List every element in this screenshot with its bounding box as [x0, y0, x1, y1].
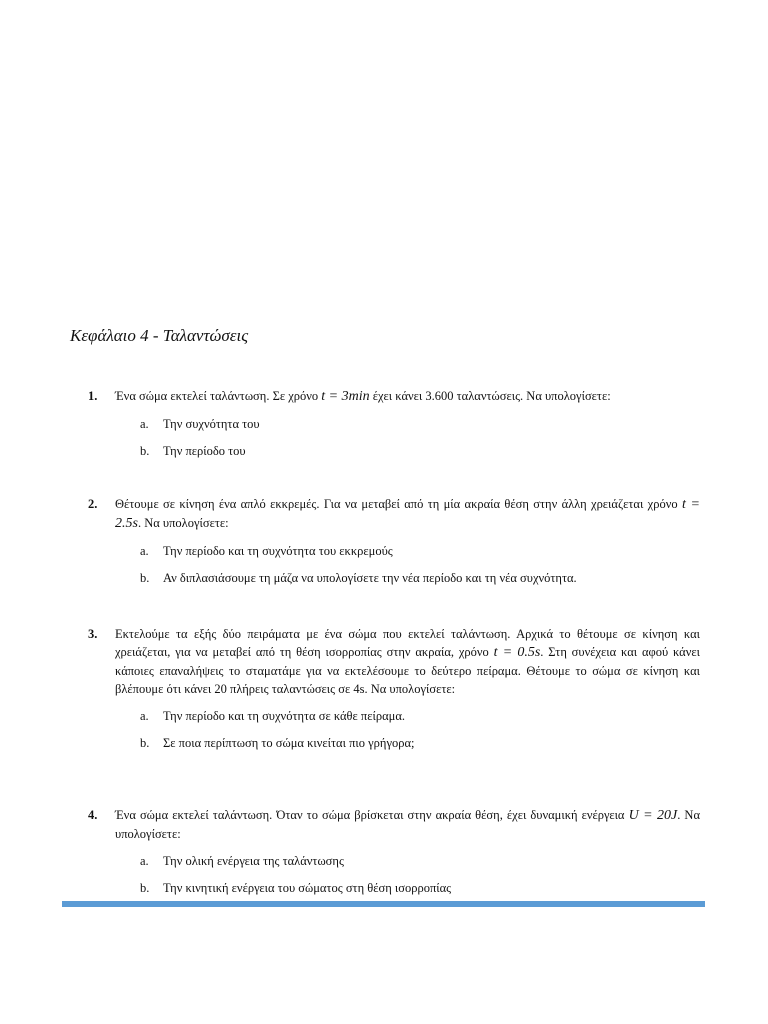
- problem-number: 2.: [88, 497, 98, 511]
- page-title: Κεφάλαιο 4 - Ταλαντώσεις: [70, 326, 249, 345]
- problem-text: Εκτελούμε τα εξής δύο πειράματα με ένα σώμα που εκτελεί ταλάντωση. Αρχικά το θέτουμε σε κίνηση και χρειάζεται, για να μεταβεί από τη θέση ισορροπίας στην ακραία, χρόνο t = 0.5s. Στη συνέχεια και αφού κάνει κάποιες επαναλήψεις το σταματάμε για να εκτελέσουμε το δεύτερο πείραμα. Θέτουμε το σώμα σε κίνηση και βλέπουμε ότι κάνει 20 πλήρεις ταλαντώσεις σε 4s. Να υπολογίσετε:: [115, 627, 700, 696]
- math-expression: t = 2.5s: [115, 497, 701, 531]
- sub-question: b. Την περίοδο του: [140, 444, 246, 458]
- sub-question: b. Αν διπλασιάσουμε τη μάζα να υπολογίσετε την νέα περίοδο και τη νέα συχνότητα.: [140, 571, 577, 585]
- math-expression: t = 3min: [321, 389, 370, 404]
- sub-question: a. Την συχνότητα του: [140, 417, 260, 431]
- sub-question: a. Την ολική ενέργεια της ταλάντωσης: [140, 854, 344, 868]
- math-expression: t = 0.5s: [493, 645, 541, 660]
- problem-text: Ένα σώμα εκτελεί ταλάντωση. Όταν το σώμα βρίσκεται στην ακραία θέση, έχει δυναμική ενέργεια U = 20J. Να υπολογίσετε:: [115, 808, 701, 841]
- sub-question: b. Την κινητική ενέργεια του σώματος στη θέση ισορροπίας: [140, 881, 452, 895]
- sub-question: b. Σε ποια περίπτωση το σώμα κινείται πιο γρήγορα;: [140, 736, 415, 750]
- problem-2: [88, 495, 700, 587]
- problem-3: [88, 625, 700, 752]
- footer-rule: [62, 901, 705, 907]
- sub-question: a. Την περίοδο και τη συχνότητα σε κάθε πείραμα.: [140, 709, 406, 723]
- math-expression: U = 20J: [628, 808, 678, 823]
- problem-number: 1.: [88, 389, 98, 403]
- problem-text: Θέτουμε σε κίνηση ένα απλό εκκρεμές. Για να μεταβεί από τη μία ακραία θέση στην άλλη χρειάζεται χρόνο t = 2.5s. Να υπολογίσετε:: [115, 497, 701, 531]
- sub-question: a. Την περίοδο και τη συχνότητα του εκκρεμούς: [140, 544, 393, 558]
- problem-1: [88, 387, 700, 460]
- problem-number: 4.: [88, 808, 98, 822]
- problem-number: 3.: [88, 627, 98, 641]
- problem-text: Ένα σώμα εκτελεί ταλάντωση. Σε χρόνο t = 3min έχει κάνει 3.600 ταλαντώσεις. Να υπολογίσετε:: [115, 389, 611, 404]
- problem-4: [88, 806, 700, 897]
